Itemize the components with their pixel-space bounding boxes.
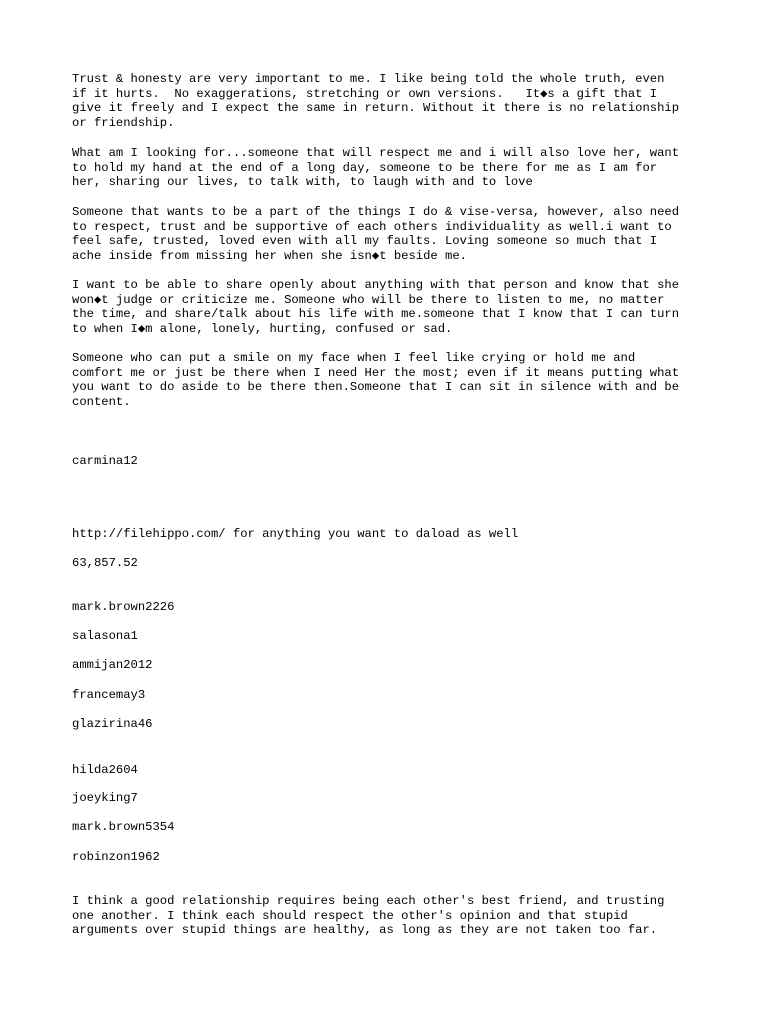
number-value: 63,857.52 [72, 556, 138, 570]
paragraph-looking-for: What am I looking for...someone that will respect me and i will also love her, want to hold my hand at the end of a long day, someone to be there for me as I am for her, sharing our lives, to talk with, to laugh with and to love [72, 146, 680, 190]
signature-text: carmina12 [72, 454, 138, 468]
link-line: http://filehippo.com/ for anything you want to daload as well [72, 527, 519, 541]
paragraph-good-relationship: I think a good relationship requires being each other's best friend, and trusting one another. I think each should respect the other's opinion and that stupid arguments over stupid things are healthy, as long as they are not taken too far. [72, 894, 665, 938]
username-entry: robinzon1962 [72, 850, 160, 864]
paragraph-part-of-things: Someone that wants to be a part of the things I do & vise-versa, however, also need to respect, trust and be supportive of each others individuality as well.i want to feel safe, trusted, loved even with all my faults. Loving someone so much that I ache inside from missing her when she isn◆t beside me. [72, 205, 680, 263]
paragraph-smile: Someone who can put a smile on my face when I feel like crying or hold me and comfort me or just be there when I need Her the most; even if it means putting what you want to do aside to be there then.Someone that I can sit in silence with and be content. [72, 351, 680, 409]
username-entry: ammijan2012 [72, 658, 153, 672]
username-entry: salasona1 [72, 629, 138, 643]
username-entry: mark.brown5354 [72, 820, 175, 834]
paragraph-share-openly: I want to be able to share openly about anything with that person and know that she won◆t judge or criticize me. Someone who will be there to listen to me, no matter the time, and share/talk about his life with me.someone that I know that I can turn to when I◆m alone, lonely, hurting, confused or sad. [72, 278, 680, 336]
username-entry: joeyking7 [72, 791, 138, 805]
paragraph-trust: Trust & honesty are very important to me. I like being told the whole truth, even if it hurts. No exaggerations, stretching or own versions. It◆s a gift that I give it freely and I expect the same in return. Without it there is no relationship or friendship. [72, 72, 680, 130]
username-entry: glazirina46 [72, 717, 153, 731]
username-entry: mark.brown2226 [72, 600, 175, 614]
username-entry: francemay3 [72, 688, 146, 702]
username-entry: hilda2604 [72, 763, 138, 777]
